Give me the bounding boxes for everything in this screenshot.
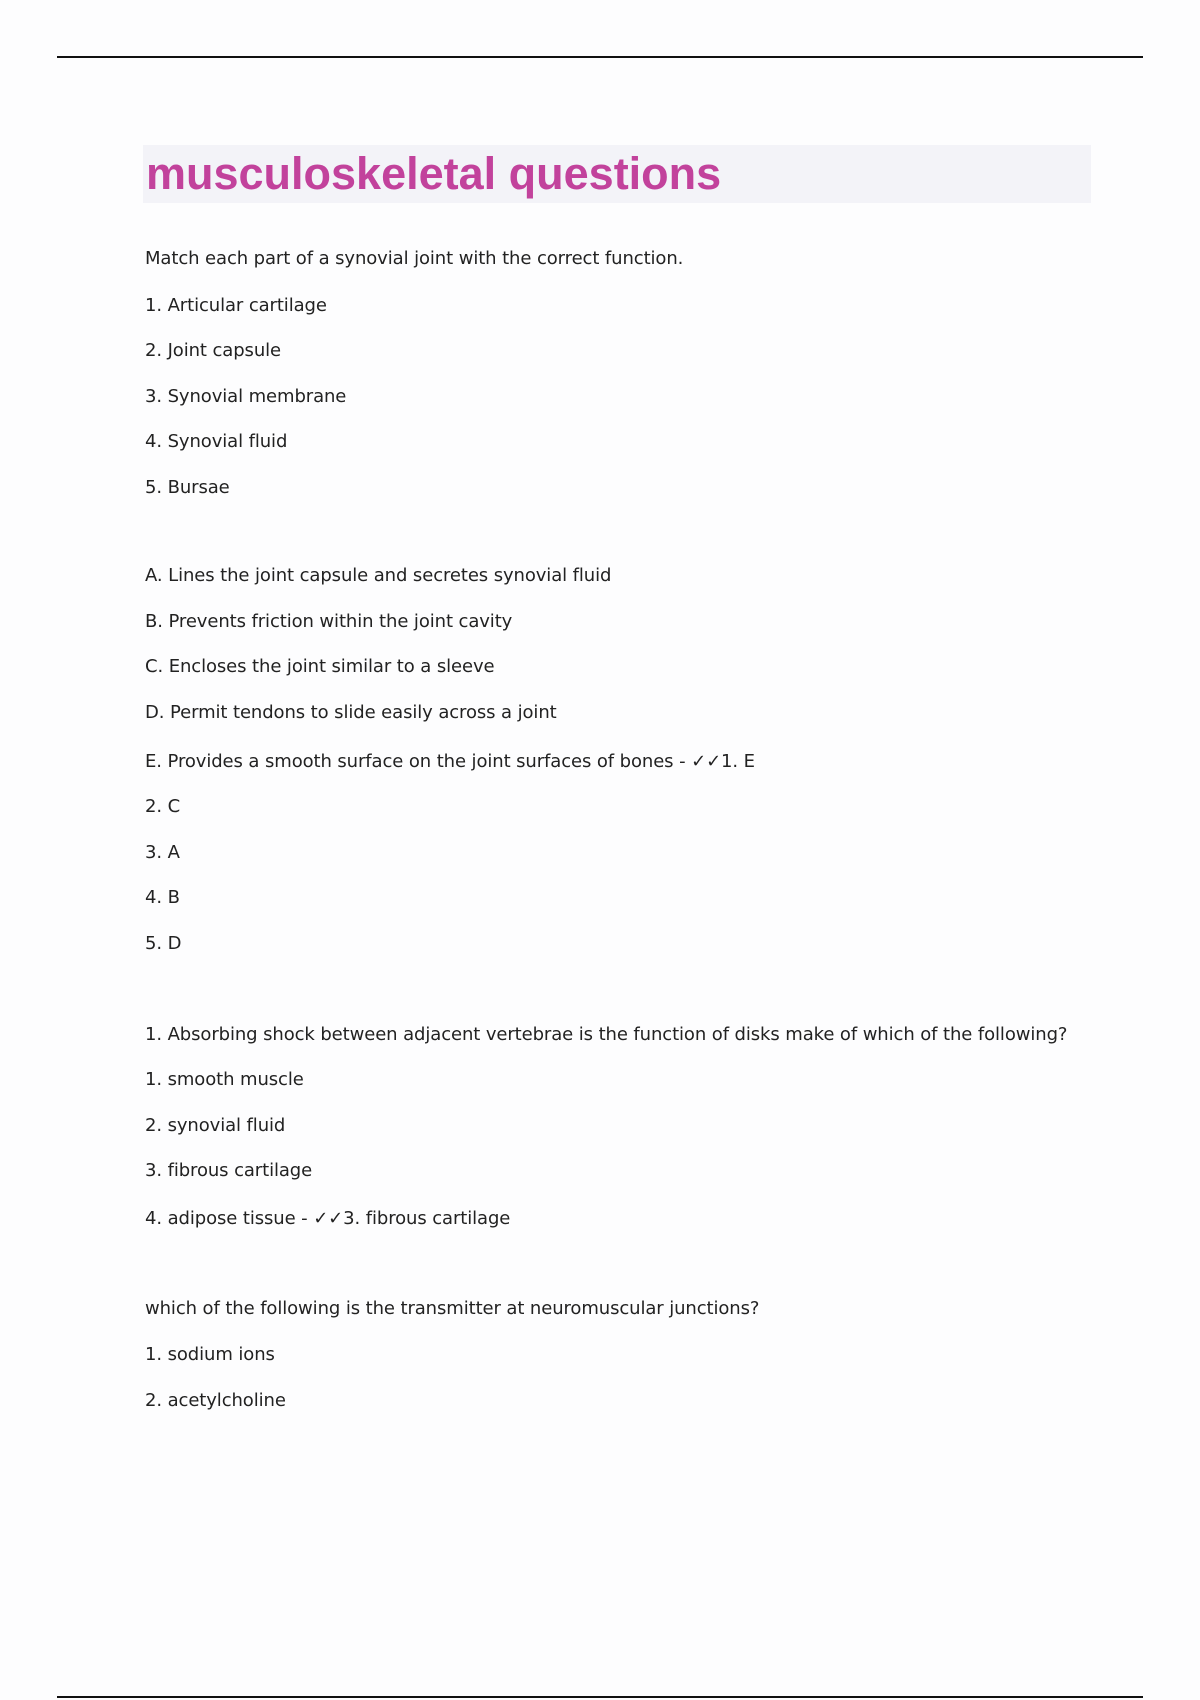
header-rule bbox=[57, 56, 1143, 58]
answer-line: 4. B bbox=[145, 887, 180, 908]
list-item: 1. smooth muscle bbox=[145, 1069, 304, 1090]
list-item: 1. sodium ions bbox=[145, 1344, 275, 1365]
list-item: 1. Articular cartilage bbox=[145, 295, 327, 316]
list-item: 2. acetylcholine bbox=[145, 1390, 286, 1411]
list-item: B. Prevents friction within the joint cavity bbox=[145, 611, 513, 632]
list-item: 3. Synovial membrane bbox=[145, 386, 347, 407]
list-item: 4. Synovial fluid bbox=[145, 431, 288, 452]
list-item: 5. Bursae bbox=[145, 477, 230, 498]
answer-line: 5. D bbox=[145, 933, 182, 954]
footer-rule bbox=[57, 1696, 1143, 1698]
page-title: musculoskeletal questions bbox=[146, 148, 722, 199]
list-item: 3. fibrous cartilage bbox=[145, 1160, 313, 1181]
answer-line: 3. A bbox=[145, 842, 180, 863]
question-prompt: Match each part of a synovial joint with the correct function. bbox=[145, 248, 684, 269]
question-prompt: which of the following is the transmitter at neuromuscular junctions? bbox=[145, 1298, 760, 1319]
list-item: D. Permit tendons to slide easily across a joint bbox=[145, 702, 557, 723]
list-item: A. Lines the joint capsule and secretes synovial fluid bbox=[145, 565, 612, 586]
question-prompt: 1. Absorbing shock between adjacent vertebrae is the function of disks make of which of the following? bbox=[145, 1024, 1068, 1045]
answer-line: 2. C bbox=[145, 796, 181, 817]
list-item: 2. Joint capsule bbox=[145, 340, 282, 361]
answer-line: 4. adipose tissue - ✓✓3. fibrous cartilage bbox=[145, 1208, 511, 1229]
list-item: C. Encloses the joint similar to a sleeve bbox=[145, 656, 495, 677]
answer-line: E. Provides a smooth surface on the joint surfaces of bones - ✓✓1. E bbox=[145, 751, 755, 772]
list-item: 2. synovial fluid bbox=[145, 1115, 286, 1136]
